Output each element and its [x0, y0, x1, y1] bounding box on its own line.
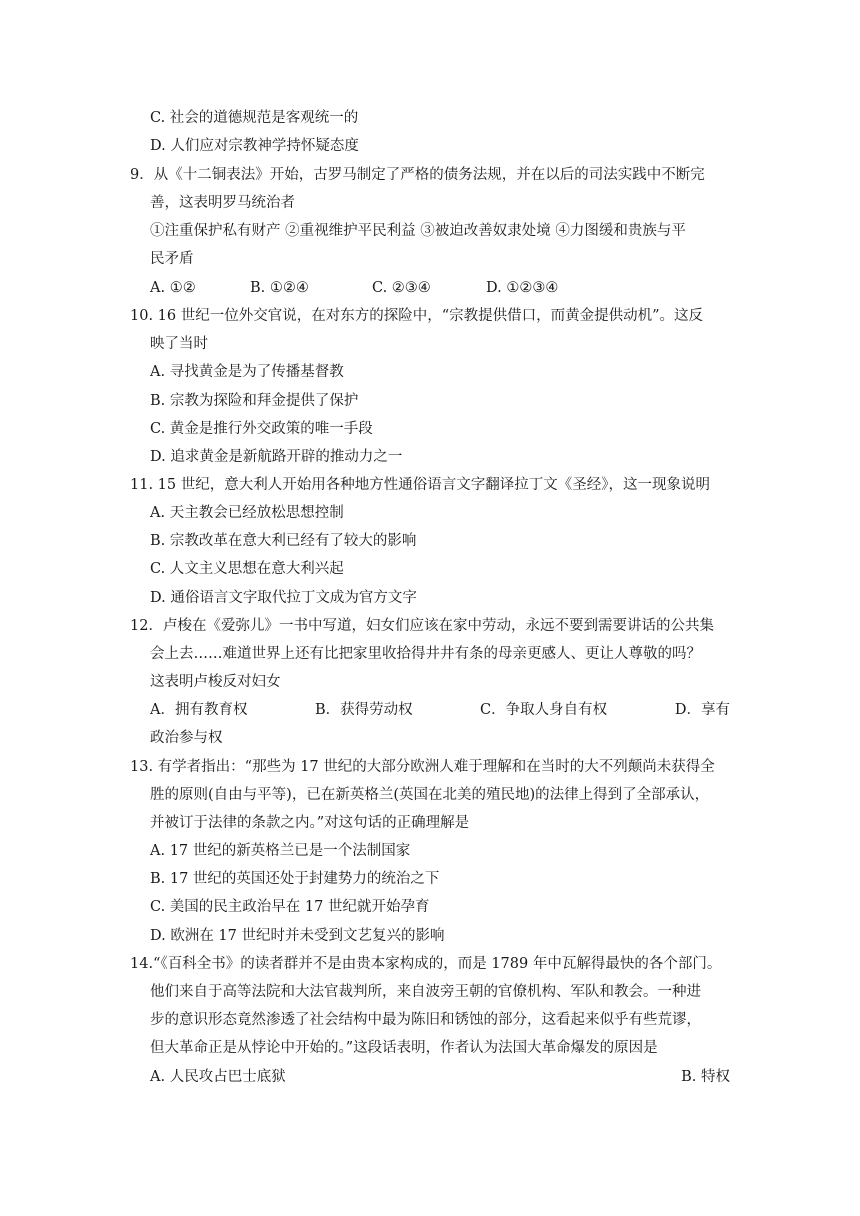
q9-stem-line1: 9．从《十二铜表法》开始，古罗马制定了严格的债务法规，并在以后的司法实践中不断完 — [130, 167, 705, 183]
q14-options — [150, 1067, 730, 1087]
q13-option-a: A. 17 世纪的新英格兰已是一个法制国家 — [150, 843, 411, 859]
q13-stem-line2: 胜的原则(自由与平等)，已在新英格兰(英国在北美的殖民地)的法律上得到了全部承认， — [150, 787, 710, 803]
q9-option-c: C. ②③④ — [372, 280, 431, 296]
q12-option-d-continued: 政治参与权 — [150, 730, 223, 746]
q9-stem-line2: 善，这表明罗马统治者 — [150, 195, 295, 211]
q10-option-d: D. 追求黄金是新航路开辟的推动力之一 — [150, 449, 403, 465]
q8-option-d: D. 人们应对宗教神学持怀疑态度 — [150, 138, 359, 154]
q11-option-a: A. 天主教会已经放松思想控制 — [150, 505, 344, 521]
q12-stem-line2: 会上去……难道世界上还有比把家里收拾得井井有条的母亲更感人、更让人尊敬的吗？ — [150, 646, 701, 662]
q10-stem-line2: 映了当时 — [150, 336, 208, 352]
q13-option-b: B. 17 世纪的英国还处于封建势力的统治之下 — [150, 871, 440, 887]
q11-option-c: C. 人文主义思想在意大利兴起 — [150, 561, 344, 577]
q9-option-b: B. ①②④ — [250, 280, 309, 296]
q11-option-b: B. 宗教改革在意大利已经有了较大的影响 — [150, 533, 417, 549]
q14-stem-line3: 步的意识形态竟然渗透了社会结构中最为陈旧和锈蚀的部分，这看起来似乎有些荒谬， — [150, 1012, 701, 1028]
q10-option-c: C. 黄金是推行外交政策的唯一手段 — [150, 421, 373, 437]
q14-stem-line1: 14.“《百科全书》的读者群并不是由贵本家构成的，而是 1789 年中瓦解得最快的各个部门。 — [130, 956, 722, 972]
q12-stem-line3: 这表明卢梭反对妇女 — [150, 674, 281, 690]
q9-options — [150, 278, 730, 298]
q12-stem-line1: 12．卢梭在《爱弥儿》一书中写道，妇女们应该在家中劳动，永远不要到需要讲话的公共集 — [130, 618, 714, 634]
q12-option-a: A．拥有教育权 — [150, 702, 248, 718]
q12-option-d: D．享有 — [674, 702, 730, 718]
q14-option-a: A. 人民攻占巴士底狱 — [150, 1069, 286, 1085]
q10-option-a: A. 寻找黄金是为了传播基督教 — [150, 364, 344, 380]
q14-option-b: B. 特权 — [681, 1069, 730, 1085]
q11-stem-line1: 11. 15 世纪，意大利人开始用各种地方性通俗语言文字翻译拉丁文《圣经》，这一现象说明 — [130, 477, 710, 493]
q12-options — [150, 700, 730, 720]
q9-option-d: D. ①②③④ — [486, 280, 559, 296]
q10-stem-line1: 10. 16 世纪一位外交官说，在对东方的探险中，“宗教提供借口，而黄金提供动机”。这反 — [130, 308, 704, 324]
q14-stem-line2: 他们来自于高等法院和大法官裁判所，来自波旁王朝的官僚机构、军队和教会。一种进 — [150, 984, 701, 1000]
q14-stem-line4: 但大革命正是从悖论中开始的。”这段话表明，作者认为法国大革命爆发的原因是 — [150, 1040, 658, 1056]
q11-option-d: D. 通俗语言文字取代拉丁文成为官方文字 — [150, 590, 417, 606]
q13-option-c: C. 美国的民主政治早在 17 世纪就开始孕育 — [150, 899, 430, 915]
q9-items-line1: ①注重保护私有财产 ②重视维护平民利益 ③被迫改善奴隶处境 ④力图缓和贵族与平 — [150, 223, 686, 239]
q9-option-a: A. ①② — [150, 280, 196, 296]
q8-option-c: C. 社会的道德规范是客观统一的 — [150, 110, 359, 126]
q13-stem-line3: 并被订于法律的条款之内。”对这句话的正确理解是 — [150, 815, 470, 831]
q10-option-b: B. 宗教为探险和拜金提供了保护 — [150, 393, 359, 409]
q13-option-d: D. 欧洲在 17 世纪时并未受到文艺复兴的影响 — [150, 928, 445, 944]
q13-stem-line1: 13. 有学者指出：“那些为 17 世纪的大部分欧洲人难于理解和在当时的大不列颠尚未获得全 — [130, 759, 715, 775]
q12-option-b: B．获得劳动权 — [315, 702, 413, 718]
q12-option-c: C．争取人身自有权 — [480, 702, 608, 718]
q9-items-line2: 民矛盾 — [150, 251, 194, 267]
